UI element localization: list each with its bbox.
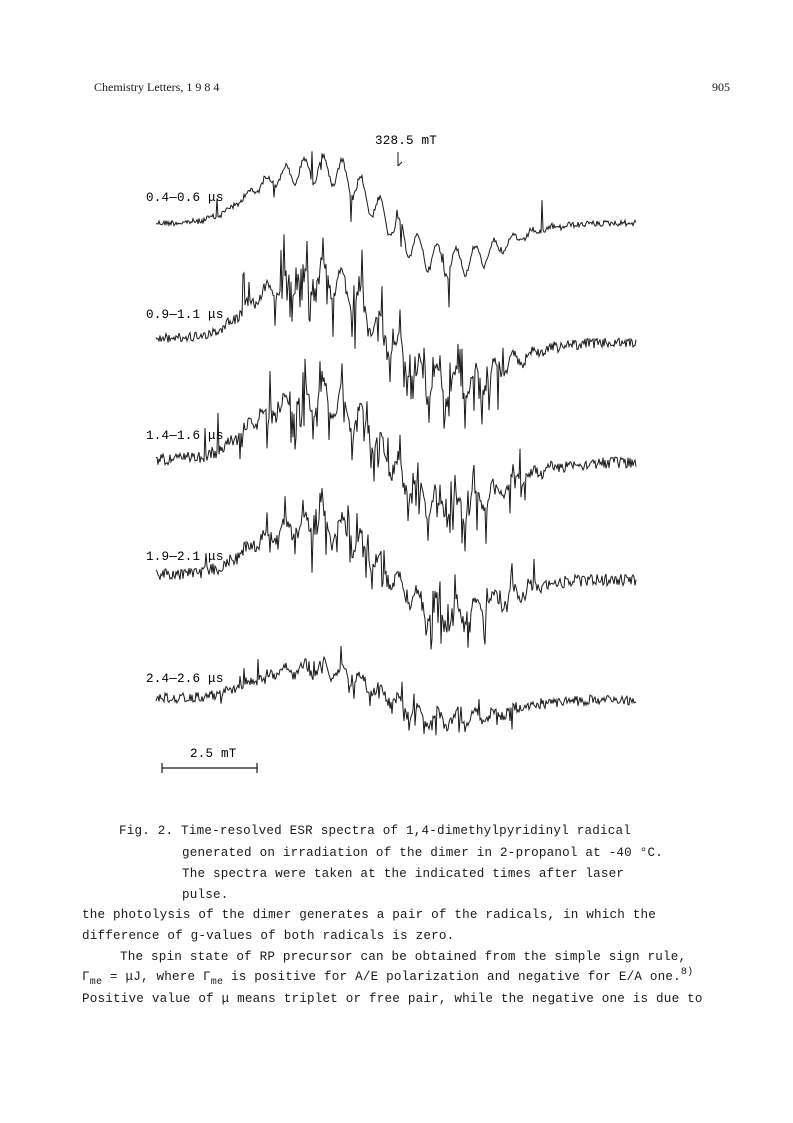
subscript-me: me bbox=[210, 977, 224, 988]
reference-marker: 8) bbox=[680, 967, 694, 978]
body-line-4 bbox=[82, 967, 694, 988]
body-line-1: the photolysis of the dimer generates a pair of the radicals, in which the bbox=[82, 908, 657, 922]
trace-label-1: 0.4—0.6 μs bbox=[146, 191, 224, 205]
esr-trace-5 bbox=[156, 646, 636, 735]
journal-header: Chemistry Letters, 1 9 8 4 bbox=[94, 80, 220, 94]
caption-line-2: generated on irradiation of the dimer in 2-propanol at -40 °C. bbox=[182, 846, 663, 860]
caption-line-3: The spectra were taken at the indicated times after laser bbox=[182, 867, 625, 881]
field-marker-arrow bbox=[398, 162, 402, 166]
trace-label-5: 2.4—2.6 μs bbox=[146, 672, 224, 686]
esr-trace-4 bbox=[156, 488, 636, 649]
subscript-me: me bbox=[89, 977, 103, 988]
equation-text: = μJ, where Γ bbox=[102, 970, 211, 984]
body-line-3: The spin state of RP precursor can be obtained from the simple sign rule, bbox=[120, 950, 687, 964]
page-number: 905 bbox=[712, 80, 730, 94]
caption-line-4: pulse. bbox=[182, 888, 229, 902]
gamma-symbol: Γ bbox=[82, 970, 90, 984]
body-line-2: difference of g-values of both radicals is zero. bbox=[82, 929, 455, 943]
trace-label-3: 1.4—1.6 μs bbox=[146, 429, 224, 443]
caption-line-1: Fig. 2. Time-resolved ESR spectra of 1,4-dimethylpyridinyl radical bbox=[119, 824, 631, 838]
scale-bar-label: 2.5 mT bbox=[190, 747, 237, 761]
field-marker-label: 328.5 mT bbox=[375, 134, 438, 148]
esr-trace-3 bbox=[156, 359, 636, 552]
esr-trace-2 bbox=[156, 234, 636, 428]
esr-trace-1 bbox=[156, 151, 636, 307]
body-line-5: Positive value of μ means triplet or free pair, while the negative one is due to bbox=[82, 992, 703, 1006]
trace-label-4: 1.9—2.1 μs bbox=[146, 550, 224, 564]
sign-rule-text: is positive for A/E polarization and negative for E/A one. bbox=[223, 970, 681, 984]
trace-label-2: 0.9—1.1 μs bbox=[146, 308, 224, 322]
